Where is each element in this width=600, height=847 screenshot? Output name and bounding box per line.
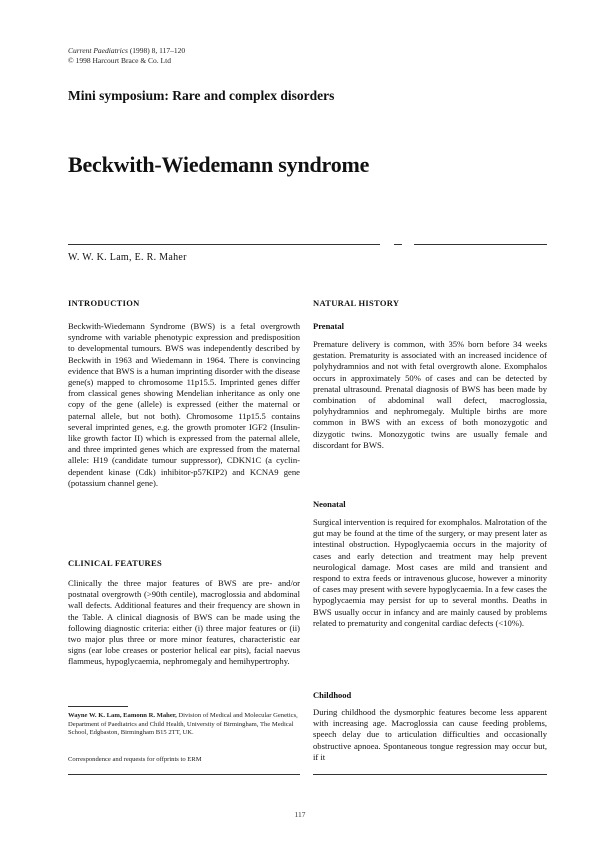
- symposium-label: Mini symposium: Rare and complex disorders: [68, 88, 335, 103]
- article-authors: W. W. K. Lam, E. R. Maher: [68, 252, 187, 263]
- footnote-rule: [68, 706, 128, 707]
- title-rule-dash: [394, 244, 402, 245]
- footnote-authors: Wayne W. K. Lam, Eamonn R. Maher,: [68, 712, 177, 719]
- introduction-text: Beckwith-Wiedemann Syndrome (BWS) is a fetal overgrowth syndrome with variable phenotypic expression and predisposition to developmental tumours. BWS was independently described by Beckwith in 1963 and Wiedemann in 1964. There is convincing evidence that BWS is a human imprinting disorder with the disease gene(s) mapped to chromosome 11p15.5. Imprinted genes differ from classical genes showing Mendelian inheritance as only one copy of the gene (allele) is expressed (either the maternal or paternal allele, but not both). Chromosome 11p15.5 contains several imprinted genes, e.g. the growth promoter IGF2 (Insulin-like growth factor II) which is expressed from the paternal allele, and three imprinted genes which are expressed from the maternal allele: H19 (candidate tumour suppressor), CDKN1C (a cyclin-dependent kinase (Cdk) inhibitor-p57KIP2) and KCNA9 gene (potassium channel gene).: [68, 321, 300, 488]
- bottom-rule-right: [313, 774, 547, 775]
- prenatal-text: Premature delivery is common, with 35% born before 34 weeks gestation. Prematurity is associated with an increased incidence of polyhydramnios and not with fetal overgrowth alone. Exomphalos occurs in approximately 50% of cases and can be detected by prenatal ultrasound. Prenatal diagnosis of BWS has been made by combination of abdominal wall defect, macroglossia, polyhydramnios and nephromegaly. Multiple births are more common in BWS with an excess of both monozygotic and dizygotic twins. Monozygotic twins are usually female and discordant for BWS.: [313, 339, 547, 450]
- childhood-heading: Childhood: [313, 690, 352, 700]
- childhood-text: During childhood the dysmorphic features become less apparent with increasing age. Macroglossia can cause feeding problems, speech delay due to articulation difficulties and occasionally obstructive apnoea. Spontaneous tongue regression may occur but, if it: [313, 707, 547, 762]
- article-title: Beckwith-Wiedemann syndrome: [68, 152, 370, 177]
- neonatal-text: Surgical intervention is required for exomphalos. Malrotation of the gut may be found at the time of the surgery, or may present later as intestinal obstruction. Hypoglycaemia occurs in the majority of cases and early detection and treatment may help prevent neurological damage. Most cases are mild and transient and respond to extra feeds or intravenous glucose, however a minority of cases may present with severe hypoglycaemia. In a few cases the hypoglycaemia may persist for up to several months. Deaths in BWS usually occur in infancy and are mainly caused by problems related to prematurity and congenital cardiac defects (<10%).: [313, 517, 547, 628]
- journal-name: Current Paediatrics: [68, 46, 128, 55]
- title-rule-left: [68, 244, 380, 245]
- author-footnote: [68, 712, 300, 738]
- neonatal-heading: Neonatal: [313, 499, 346, 509]
- correspondence-note: Correspondence and requests for offprints to ERM: [68, 756, 202, 763]
- introduction-heading: INTRODUCTION: [68, 298, 140, 308]
- clinical-features-heading: CLINICAL FEATURES: [68, 558, 162, 568]
- journal-citation: [68, 46, 185, 66]
- bottom-rule-left: [68, 774, 300, 775]
- footnote-affiliation: Division of Medical and Molecular Genetics, Department of Paediatrics and Child Health, University of Birmingham, The Medical School, Edgbaston, Birmingham B15 2TT, UK.: [68, 712, 298, 736]
- clinical-features-text: Clinically the three major features of BWS are pre- and/or postnatal overgrowth (>90th centile), macroglossia and abdominal wall defects. Additional features and their frequency are shown in the Table. A clinical diagnosis of BWS can be made using the following diagnostic criteria: either (i) three major features or (ii) two major plus three or more minor features, characteristic ear signs (ear lobe creases or posterior helical ear pits), facial naevus flammeus, hypoglycaemia, nephromegaly and hemihypertrophy.: [68, 578, 300, 667]
- title-rule-right: [414, 244, 547, 245]
- prenatal-heading: Prenatal: [313, 321, 345, 331]
- natural-history-heading: NATURAL HISTORY: [313, 298, 400, 308]
- journal-volume: (1998) 8, 117–120: [127, 46, 186, 55]
- journal-copyright: © 1998 Harcourt Brace & Co. Ltd: [68, 56, 171, 65]
- page-number: 117: [294, 810, 306, 819]
